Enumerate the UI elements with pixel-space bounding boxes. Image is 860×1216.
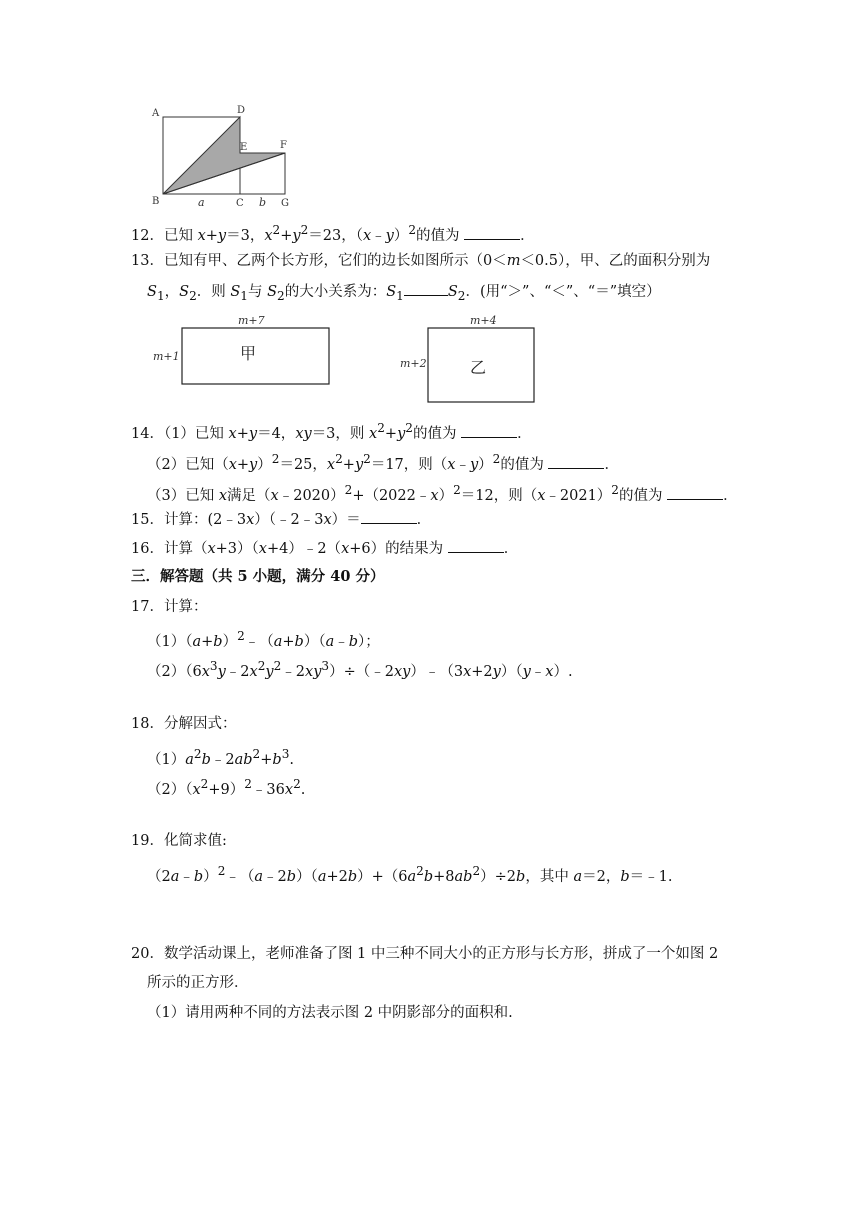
rectangles-figure bbox=[148, 312, 568, 407]
question-20-line2: 所示的正方形． bbox=[147, 975, 249, 991]
question-14-part1: 14．（1）已知 x+y＝4，xy＝3，则 $x^2+y^2$的值为 ． bbox=[131, 421, 532, 442]
label-c-point: C bbox=[236, 198, 244, 209]
answer-blank-12[interactable] bbox=[464, 225, 520, 240]
label-b-point: B bbox=[152, 196, 160, 207]
question-17-title: 17．计算： bbox=[131, 599, 208, 615]
label-a-length: a bbox=[198, 196, 205, 209]
answer-blank-14-3[interactable] bbox=[667, 485, 723, 500]
question-16: 16．计算（x+3）（x+4）﹣2（x+6）的结果为 ． bbox=[131, 538, 518, 559]
label-a-point: A bbox=[152, 108, 160, 119]
question-14-part3: （3）已知 x满足（x﹣2020）$^2$+（2022﹣x）$^2$＝12，则（x﹣2021）$^2$的值为 ． bbox=[147, 483, 738, 504]
label-g-point: G bbox=[281, 198, 289, 209]
question-14-part2: （2）已知$(x+y)^2=25$，$x^2+y^2=17$，则（x﹣y）$^2$的值为 ． bbox=[147, 452, 619, 473]
yi-name: 乙 bbox=[470, 358, 487, 377]
question-18-part2: $(2)(x^2+9)^2﹣36x^2$. bbox=[147, 777, 306, 798]
answer-blank-13[interactable] bbox=[404, 281, 448, 296]
question-13-line2: $S_1$，$S_2$．则 $S_1$与 $S_2$的大小关系为：$S_1$ $S_2$．(用“＞”、“＜”、“＝”填空） bbox=[147, 281, 661, 306]
jia-name: 甲 bbox=[240, 344, 257, 363]
question-12: 12．已知 x+y＝3，$x^2+y^2=23$，（x﹣y）$^2$的值为 ． bbox=[131, 223, 535, 244]
answer-blank-14-1[interactable] bbox=[461, 423, 517, 438]
section-3-heading: 三．解答题（共 5 小题，满分 40 分） bbox=[131, 568, 385, 585]
question-17-part1: $(1)(a+b)^2﹣(a+b)(a﹣b)$； bbox=[147, 629, 380, 650]
answer-blank-15[interactable] bbox=[361, 509, 417, 524]
question-19-expression: $(2a﹣b)^2﹣(a﹣2b)(a+2b)+(6a^2b+8ab^2)\div 2b$，其中 a＝2，b＝﹣1. bbox=[147, 864, 673, 885]
label-b-length: b bbox=[259, 196, 267, 209]
answer-blank-16[interactable] bbox=[448, 538, 504, 553]
question-15: 15．计算：(2﹣3x）（﹣2﹣3x）＝ ． bbox=[131, 509, 431, 530]
question-17-part2: $(2)(6x^3y﹣2x^2y^2﹣2xy^3)\div(﹣2xy)﹣(3x+2y)(y﹣x)$. bbox=[147, 659, 573, 680]
question-13-line1: 13．已知有甲、乙两个长方形，它们的边长如图所示（0＜m＜0.5），甲、乙的面积分别为 bbox=[131, 253, 711, 269]
question-20-part1: （1）请用两种不同的方法表示图 2 中阴影部分的面积和. bbox=[147, 1005, 513, 1021]
label-f-point: F bbox=[280, 140, 287, 151]
label-d-point: D bbox=[237, 105, 246, 116]
question-18-title: 18．分解因式： bbox=[131, 716, 237, 732]
yi-top-label: m+4 bbox=[470, 314, 497, 327]
shaded-triangle-bdf bbox=[163, 117, 285, 194]
question-19-title: 19．化简求值: bbox=[131, 833, 227, 849]
jia-side-label: m+1 bbox=[153, 350, 180, 363]
answer-blank-14-2[interactable] bbox=[548, 454, 604, 469]
geometry-figure bbox=[150, 100, 300, 210]
question-18-part1: $(1)a^2b﹣2ab^2+b^3$. bbox=[147, 747, 294, 768]
question-20-line1: 20．数学活动课上，老师准备了图 1 中三种不同大小的正方形与长方形，拼成了一个如图 2 bbox=[131, 946, 719, 962]
jia-top-label: m+7 bbox=[238, 314, 265, 327]
label-e-point: E bbox=[240, 142, 248, 153]
yi-side-label: m+2 bbox=[400, 357, 427, 370]
